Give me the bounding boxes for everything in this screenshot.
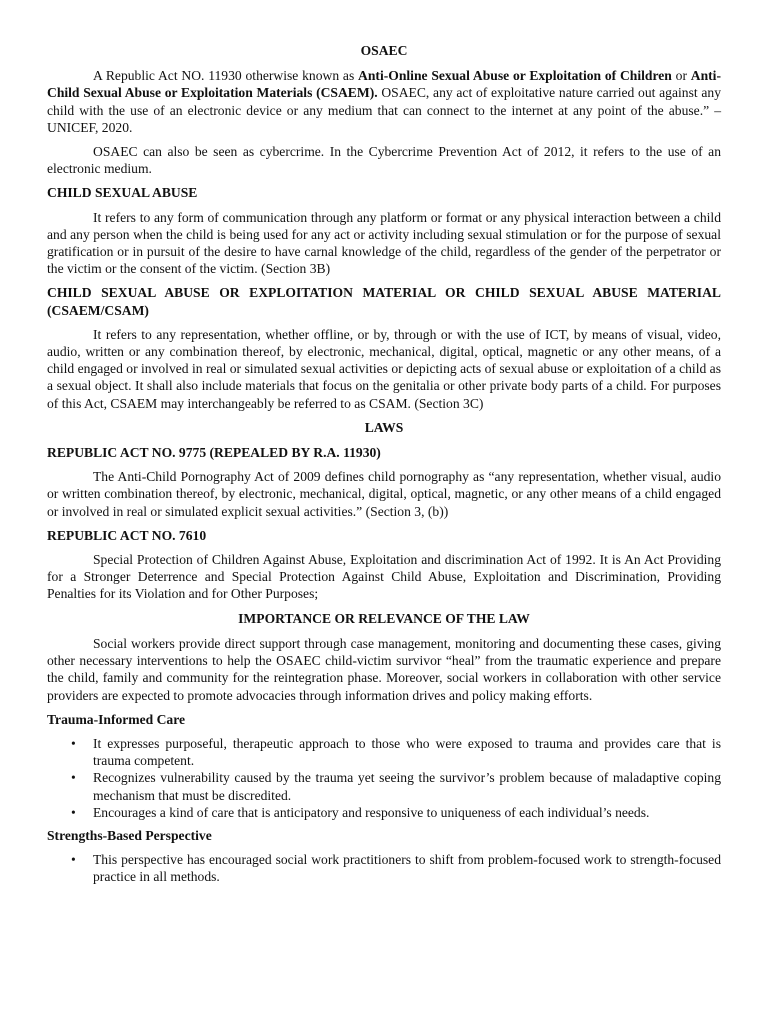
list-item [71,735,721,769]
intro-text-1: A Republic Act NO. 11930 otherwise known as [93,68,359,84]
csa-heading: CHILD SEXUAL ABUSE [47,185,198,201]
intro-paragraph [47,67,721,136]
cybercrime-paragraph: OSAEC can also be seen as cybercrime. In the Cybercrime Prevention Act of 2012, it refers to the use of an electronic medium. [47,144,721,177]
list-item [71,804,721,821]
csaem-paragraph: It refers to any representation, whether offline, or by, through or with the use of ICT, by means of visual, video, audio, written or any combination thereof, by electronic, mechanical, digital, optical, magnetic or any other means, of a child engaged or involved in real or simulated sexual activities or depicting acts of sexual abuse or exploitation of a child as a sexual object. It shall also include materials that focus on the genitalia or other private body parts of a child. For purposes of this Act, CSAEM may interchangeably be referred to as CSAM. (Section 3C) [47,326,721,411]
intro-bold-1: Anti-Online Sexual Abuse or Exploitation of Children [358,68,672,84]
intro-text-2: or [671,68,691,84]
strengths-list [47,851,721,885]
list-item [71,851,721,885]
bullet-icon: • [71,852,76,868]
trauma-heading: Trauma-Informed Care [47,711,186,727]
ra9775-paragraph: The Anti-Child Pornography Act of 2009 defines child pornography as “any representation, whether visual, audio or written combination thereof, by electronic, mechanical, digital, optical, magnetic, or any other means of a child engaged or involved in real or simulated explicit sexual activities.” (Section 3, (b)) [47,469,721,519]
trauma-list [47,735,721,821]
document-title: OSAEC [360,43,408,58]
list-item-text: This perspective has encouraged social work practitioners to shift from problem-focused work to strength-focused practice in all methods. [93,852,721,885]
csaem-heading: CHILD SEXUAL ABUSE OR EXPLOITATION MATERIAL OR CHILD SEXUAL ABUSE MATERIAL (CSAEM/CSAM) [47,285,721,318]
importance-paragraph: Social workers provide direct support through case management, monitoring and documenting these cases, giving other necessary interventions to help the OSAEC child-victim survivor “heal” from the traumatic experience and prepare the child, family and community for the reintegration phase. Moreover, social workers in collaboration with other service providers are expected to promote advocacies through information drives and policy making efforts. [47,635,721,703]
list-item-text: It expresses purposeful, therapeutic approach to those who were exposed to trauma and provides care that is trauma competent. [93,735,721,769]
strengths-heading: Strengths-Based Perspective [47,827,212,843]
bullet-icon: • [71,735,76,751]
intro-text-3: OSAEC, any act of exploitative nature carried out against any child with the use of an electronic device or any medium that can connect to the internet at any point of the abuse.” – UNICEF, 2020. [47,85,721,135]
list-item-text: Encourages a kind of care that is anticipatory and responsive to uniqueness of each individual’s needs. [93,804,650,820]
bullet-icon: • [71,804,76,820]
importance-title: IMPORTANCE OR RELEVANCE OF THE LAW [238,610,530,626]
csa-paragraph: It refers to any form of communication through any platform or format or any physical interaction between a child and any person when the child is being used for any act or activity including sexual stimulation or for the purpose of sexual gratification or in pursuit of the desire to have carnal knowledge of the child, regardless of the gender of the perpetrator or the victim or the consent of the victim. (Section 3B) [47,209,721,277]
intro-bold-2: Anti-Child Sexual Abuse or Exploitation Materials (CSAEM). [47,68,721,101]
ra9775-heading: REPUBLIC ACT NO. 9775 (REPEALED BY R.A. 11930) [47,445,381,461]
list-item [71,769,721,803]
ra7610-heading: REPUBLIC ACT NO. 7610 [47,527,207,543]
bullet-icon: • [71,770,76,786]
list-item-text: Recognizes vulnerability caused by the trauma yet seeing the survivor’s problem because of maladaptive coping mechanism that must be discredited. [93,770,721,803]
ra7610-paragraph: Special Protection of Children Against Abuse, Exploitation and discrimination Act of 1992. It is An Act Providing for a Stronger Deterrence and Special Protection Against Child Abuse, Exploitation and Discrimination, Providing Penalties for its Violation and for Other Purposes; [47,552,721,602]
laws-title: LAWS [364,419,404,435]
